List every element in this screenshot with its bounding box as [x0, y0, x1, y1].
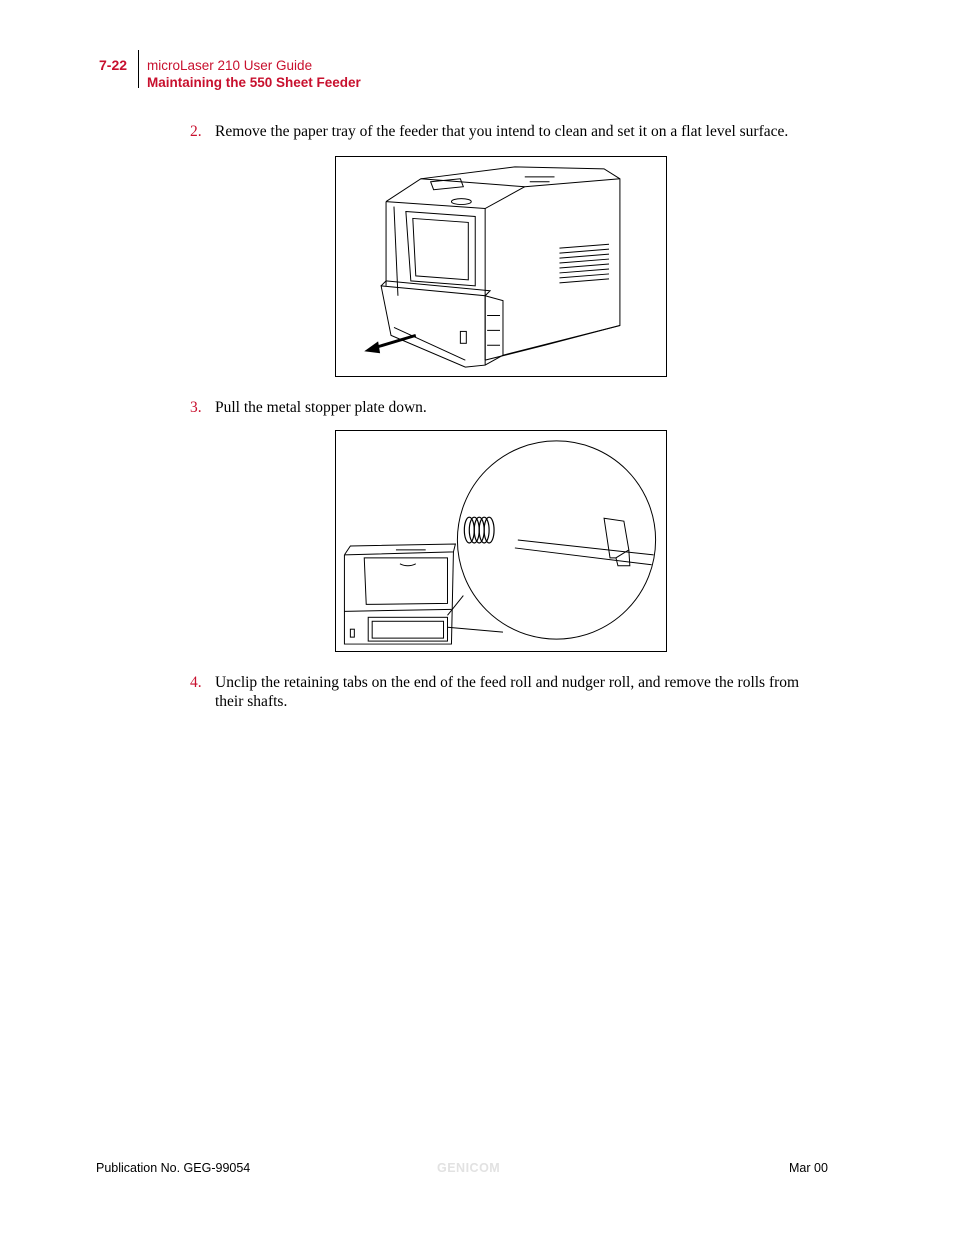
page-number: 7-22	[99, 57, 128, 73]
brand-watermark: GENICOM	[437, 1161, 501, 1175]
step-4-number: 4.	[190, 674, 202, 691]
step-2	[190, 122, 830, 141]
publication-number: Publication No. GEG-99054	[96, 1161, 251, 1175]
pull-arrow-icon	[364, 335, 416, 353]
step-2-number: 2.	[190, 123, 202, 140]
section-title: Maintaining the 550 Sheet Feeder	[147, 75, 361, 90]
header-divider	[138, 50, 139, 88]
printer-tray-illustration	[336, 157, 666, 376]
step-3-number: 3.	[190, 399, 202, 416]
publication-date: Mar 00	[789, 1161, 828, 1175]
step-3-text: Pull the metal stopper plate down.	[215, 399, 427, 416]
figure-remove-paper-tray	[335, 156, 667, 377]
step-2-text: Remove the paper tray of the feeder that you intend to clean and set it on a flat level surface.	[215, 123, 789, 140]
step-4	[190, 673, 830, 711]
step-3	[190, 398, 830, 417]
guide-title: microLaser 210 User Guide	[147, 58, 313, 73]
stopper-plate-illustration	[336, 431, 666, 651]
step-4-text: Unclip the retaining tabs on the end of the feed roll and nudger roll, and remove the rolls from their shafts.	[215, 674, 800, 710]
figure-metal-stopper-plate	[335, 430, 667, 652]
